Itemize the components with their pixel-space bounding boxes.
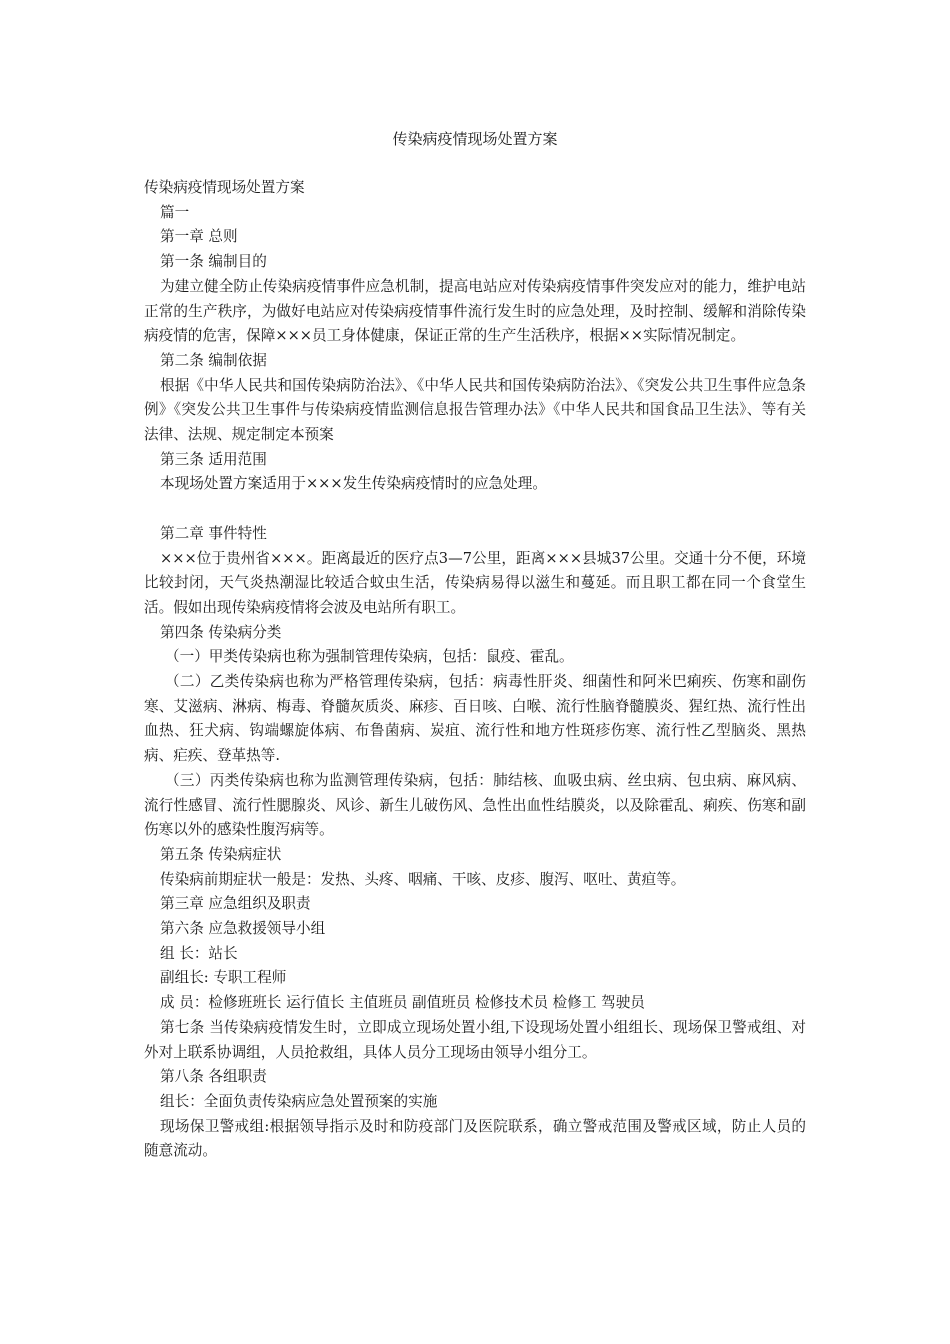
deputy-line: 副组长: 专职工程师 (160, 969, 287, 987)
article-3-text: 本现场处置方案适用于×××发生传染病疫情时的应急处理。 (160, 475, 547, 493)
leader-line: 组 长：站长 (160, 944, 238, 962)
article-5-title: 第五条 传染病症状 (160, 845, 282, 863)
duty-leader-line: 组长：全面负责传染病应急处置预案的实施 (160, 1093, 438, 1110)
article-7-text: 第七条 当传染病疫情发生时，立即成立现场处置小组,下设现场处置小组组长、现场保卫警戒组、对外对上联系协调组，人员抢救组，具体人员分工现场由领导小组分工。 (144, 1018, 806, 1061)
class-b-text: （二）乙类传染病也称为严格管理传染病，包括：病毒性肝炎、细菌性和阿米巴痢疾、伤寒和副伤寒、艾滋病、淋病、梅毒、脊髓灰质炎、麻疹、百日咳、白喉、流行性脑脊髓膜炎、猩红热、流行性出血热、狂犬病、钩端螺旋体病、布鲁菌病、炭疽、流行性和地方性斑疹伤寒、流行性乙型脑炎、黑热病、疟疾、登革热等. (144, 673, 806, 765)
article-6-title: 第六条 应急救援领导小组 (160, 920, 326, 938)
article-1-title: 第一条 编制目的 (160, 253, 267, 271)
chapter-3-heading: 第三章 应急组织及职责 (160, 895, 311, 913)
document-heading: 传染病疫情现场处置方案 (144, 179, 305, 196)
article-1-text: 为建立健全防止传染病疫情事件应急机制，提高电站应对传染病疫情事件突发应对的能力，维护电站正常的生产秩序，为做好电站应对传染病疫情事件流行发生时的应急处理，及时控制、缓解和消除传染病疫情的危害，保障×××员工身体健康，保证正常的生产生活秩序，根据××实际情况制定。 (144, 277, 806, 345)
article-4-title: 第四条 传染病分类 (160, 623, 282, 641)
document-body (144, 176, 806, 1164)
document-title: 传染病疫情现场处置方案 (392, 130, 558, 148)
class-c-text: （三）丙类传染病也称为监测管理传染病，包括：肺结核、血吸虫病、丝虫病、包虫病、麻风病、流行性感冒、流行性腮腺炎、风诊、新生儿破伤风、急性出血性结膜炎，以及除霍乱、痢疾、伤寒和副伤寒以外的感染性腹泻病等。 (144, 771, 806, 839)
article-8-title: 第八条 各组职责 (160, 1068, 267, 1086)
part-label: 篇一 (160, 203, 190, 221)
article-5-text: 传染病前期症状一般是：发热、头疼、咽痛、干咳、皮疹、腹泻、呕吐、黄疸等。 (160, 870, 686, 888)
article-3-title: 第三条 适用范围 (160, 450, 267, 468)
article-2-text: 根据《中华人民共和国传染病防治法》、《中华人民共和国传染病防治法》、《突发公共卫生事件应急条例》《突发公共卫生事件与传染病疫情监测信息报告管理办法》《中华人民共和国食品卫生法》、等有关法律、法规、规定制定本预案 (144, 376, 806, 444)
blank-line (144, 497, 806, 522)
chapter-1-heading: 第一章 总则 (160, 228, 238, 246)
chapter-2-text: ×××位于贵州省×××。距离最近的医疗点3—7公里，距离×××县城37公里。交通十分不便，环境比较封闭，天气炎热潮湿比较适合蚊虫生活，传染病易得以滋生和蔓延。而且职工都在同一个食堂生活。假如出现传染病疫情将会波及电站所有职工。 (144, 549, 806, 616)
members-line: 成 员：检修班班长 运行值长 主值班员 副值班员 检修技术员 检修工 驾驶员 (160, 994, 645, 1012)
chapter-2-heading: 第二章 事件特性 (160, 524, 267, 542)
duty-guard-text: 现场保卫警戒组:根据领导指示及时和防疫部门及医院联系，确立警戒范围及警戒区域，防止人员的随意流动。 (144, 1117, 806, 1160)
class-a-text: （一）甲类传染病也称为强制管理传染病，包括：鼠疫、霍乱。 (165, 648, 574, 666)
article-2-title: 第二条 编制依据 (160, 351, 267, 369)
